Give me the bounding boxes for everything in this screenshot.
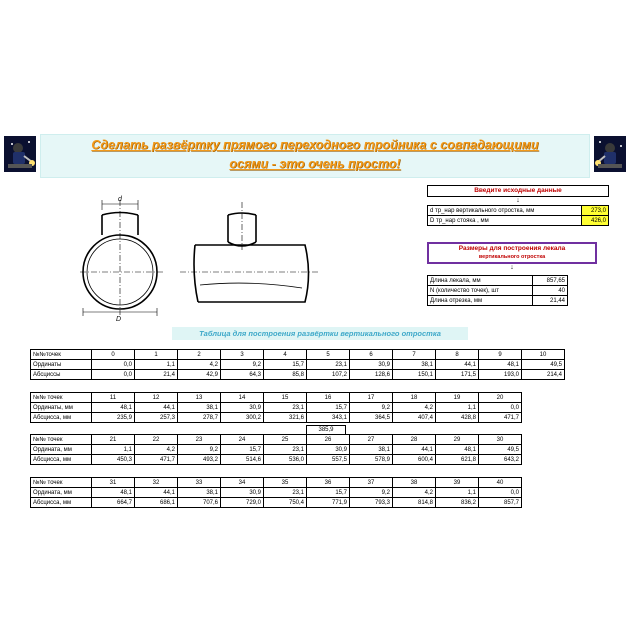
table-row	[31, 393, 522, 403]
result-row	[428, 276, 568, 286]
point-count-value[interactable]: 40	[533, 286, 568, 296]
table-cell[interactable]: 11	[92, 393, 135, 403]
dimension-label-D: D	[116, 316, 122, 323]
row-header: Ордината, мм	[31, 445, 92, 455]
table-cell[interactable]: 107,2	[307, 370, 350, 380]
table-cell[interactable]: 48,1	[479, 360, 522, 370]
table-cell[interactable]: 38,1	[393, 360, 436, 370]
table-cell[interactable]: 621,8	[436, 455, 479, 465]
table-cell[interactable]: 49,5	[479, 445, 522, 455]
table-row	[31, 478, 522, 488]
tee-drawing	[80, 190, 320, 325]
table-title: Таблица для построения развёртки вертикального отростка	[172, 327, 468, 340]
table-cell[interactable]: 729,0	[221, 498, 264, 508]
row-header: Абсцисса, мм	[31, 455, 92, 465]
table-cell[interactable]: 364,5	[350, 413, 393, 423]
row-header: №№ точек	[31, 393, 92, 403]
table-cell[interactable]: 343,1	[307, 413, 350, 423]
table-cell[interactable]: 0	[92, 350, 135, 360]
row-header: №№ точек	[31, 435, 92, 445]
table-cell[interactable]: 514,6	[221, 455, 264, 465]
results-panel	[427, 275, 568, 306]
table-cell[interactable]: 31	[92, 478, 135, 488]
table-cell[interactable]: 44,1	[135, 403, 178, 413]
table-cell[interactable]: 0,0	[92, 370, 135, 380]
table-row	[31, 435, 522, 445]
results-header-line-2: вертикального отростка	[478, 254, 546, 260]
table-row	[31, 488, 522, 498]
table-cell[interactable]: 19	[436, 393, 479, 403]
table-cell[interactable]: 20	[479, 393, 522, 403]
table-cell[interactable]: 15	[264, 393, 307, 403]
table-cell[interactable]: 16	[307, 393, 350, 403]
table-cell[interactable]: 6	[350, 350, 393, 360]
points-table-4	[30, 477, 522, 508]
table-cell[interactable]: 4,2	[135, 445, 178, 455]
table-cell[interactable]: 23,1	[264, 445, 307, 455]
table-cell[interactable]: 24	[221, 435, 264, 445]
table-cell[interactable]: 557,5	[307, 455, 350, 465]
table-cell[interactable]: 750,4	[264, 498, 307, 508]
table-cell[interactable]: 30,9	[307, 445, 350, 455]
table-cell[interactable]: 85,8	[264, 370, 307, 380]
stray-cell[interactable]: 385,9	[306, 425, 346, 435]
arrow-down-icon: ↓	[510, 264, 514, 271]
input-label: D тр_нар стояка , мм	[428, 216, 582, 226]
table-cell[interactable]: 0,0	[92, 360, 135, 370]
table-row	[31, 360, 565, 370]
table-cell[interactable]: 493,2	[178, 455, 221, 465]
table-cell[interactable]: 22	[135, 435, 178, 445]
table-cell[interactable]: 686,1	[135, 498, 178, 508]
table-cell[interactable]: 643,2	[479, 455, 522, 465]
table-cell[interactable]: 8	[436, 350, 479, 360]
row-header: Ордината, мм	[31, 488, 92, 498]
table-cell[interactable]: 578,9	[350, 455, 393, 465]
table-cell[interactable]: 39	[436, 478, 479, 488]
table-cell[interactable]: 7	[393, 350, 436, 360]
arrow-down-icon: ↓	[516, 197, 520, 204]
table-cell[interactable]: 428,8	[436, 413, 479, 423]
row-header: №№точек	[31, 350, 92, 360]
row-header: Ординаты, мм	[31, 403, 92, 413]
table-cell[interactable]: 33	[178, 478, 221, 488]
table-cell[interactable]: 536,0	[264, 455, 307, 465]
table-cell[interactable]: 30,9	[350, 360, 393, 370]
table-cell[interactable]: 471,7	[135, 455, 178, 465]
table-cell[interactable]: 1,1	[436, 488, 479, 498]
table-cell[interactable]: 48,1	[436, 445, 479, 455]
table-cell[interactable]: 23,1	[264, 488, 307, 498]
table-cell[interactable]: 29	[436, 435, 479, 445]
table-cell[interactable]: 600,4	[393, 455, 436, 465]
table-row	[31, 455, 522, 465]
table-cell[interactable]: 25	[264, 435, 307, 445]
table-cell[interactable]: 15,7	[307, 403, 350, 413]
table-cell[interactable]: 40	[479, 478, 522, 488]
table-cell[interactable]: 15,7	[221, 445, 264, 455]
table-cell[interactable]: 0,0	[479, 403, 522, 413]
result-label: Длина отрезка, мм	[428, 296, 533, 306]
row-header: Абсцисса, мм	[31, 413, 92, 423]
table-cell[interactable]: 814,8	[393, 498, 436, 508]
table-cell[interactable]: 278,7	[178, 413, 221, 423]
result-label: N (количество точек), шт	[428, 286, 533, 296]
table-cell[interactable]: 450,3	[92, 455, 135, 465]
table-cell[interactable]: 664,7	[92, 498, 135, 508]
table-row	[31, 403, 522, 413]
table-cell[interactable]: 32	[135, 478, 178, 488]
table-cell[interactable]: 4	[264, 350, 307, 360]
result-row	[428, 296, 568, 306]
table-cell[interactable]: 38,1	[178, 488, 221, 498]
table-cell[interactable]: 26	[307, 435, 350, 445]
table-cell[interactable]: 44,1	[393, 445, 436, 455]
table-cell[interactable]: 793,3	[350, 498, 393, 508]
table-cell[interactable]: 1,1	[436, 403, 479, 413]
table-cell[interactable]: 1	[135, 350, 178, 360]
table-cell[interactable]: 17	[350, 393, 393, 403]
table-cell[interactable]: 30	[479, 435, 522, 445]
main-diameter-input[interactable]: 426,0	[582, 216, 609, 226]
table-cell[interactable]: 37	[350, 478, 393, 488]
input-label: d тр_нар вертикального отростка, мм	[428, 206, 582, 216]
table-cell[interactable]: 3	[221, 350, 264, 360]
input-row	[428, 206, 609, 216]
table-row	[31, 413, 522, 423]
table-cell[interactable]: 9	[479, 350, 522, 360]
table-cell[interactable]: 9,2	[178, 445, 221, 455]
table-cell[interactable]: 407,4	[393, 413, 436, 423]
results-table	[427, 275, 568, 306]
table-cell[interactable]: 128,6	[350, 370, 393, 380]
table-cell[interactable]: 10	[522, 350, 565, 360]
table-cell[interactable]: 38	[393, 478, 436, 488]
branch-diameter-input[interactable]: 273,0	[582, 206, 609, 216]
table-cell[interactable]: 214,4	[522, 370, 565, 380]
results-header-box	[427, 242, 597, 272]
table-cell[interactable]: 707,6	[178, 498, 221, 508]
table-cell[interactable]: 28	[393, 435, 436, 445]
table-cell[interactable]: 21,4	[135, 370, 178, 380]
points-table-2	[30, 392, 522, 423]
table-cell[interactable]: 44,1	[436, 360, 479, 370]
table-cell[interactable]: 235,9	[92, 413, 135, 423]
table-cell[interactable]: 15,7	[307, 488, 350, 498]
table-cell[interactable]: 23,1	[264, 403, 307, 413]
table-cell[interactable]: 771,9	[307, 498, 350, 508]
table-cell[interactable]: 857,7	[479, 498, 522, 508]
table-cell[interactable]: 4,2	[178, 360, 221, 370]
table-row	[31, 350, 565, 360]
table-cell[interactable]: 42,9	[178, 370, 221, 380]
table-cell[interactable]: 36	[307, 478, 350, 488]
table-cell[interactable]: 471,7	[479, 413, 522, 423]
table-row	[31, 498, 522, 508]
table-cell[interactable]: 21	[92, 435, 135, 445]
points-table-3	[30, 434, 522, 465]
table-cell[interactable]: 14	[221, 393, 264, 403]
banner-title-line-2[interactable]: осями - это очень просто!	[229, 157, 401, 171]
table-cell[interactable]: 836,2	[436, 498, 479, 508]
row-header: Абсцисса, мм	[31, 498, 92, 508]
table-cell[interactable]: 27	[350, 435, 393, 445]
table-cell[interactable]: 38,1	[350, 445, 393, 455]
table-cell[interactable]: 12	[135, 393, 178, 403]
template-length-value[interactable]: 857,65	[533, 276, 568, 286]
table-cell[interactable]: 38,1	[178, 403, 221, 413]
table-cell[interactable]: 23,1	[307, 360, 350, 370]
table-cell[interactable]: 48,1	[92, 403, 135, 413]
row-header: Абсциссы	[31, 370, 92, 380]
table-cell[interactable]: 13	[178, 393, 221, 403]
input-panel	[427, 185, 609, 226]
title-banner	[40, 134, 590, 178]
table-cell[interactable]: 34	[221, 478, 264, 488]
segment-length-value[interactable]: 21,44	[533, 296, 568, 306]
row-header: №№ точек	[31, 478, 92, 488]
table-cell[interactable]: 321,6	[264, 413, 307, 423]
table-cell[interactable]: 64,3	[221, 370, 264, 380]
table-cell[interactable]: 30,9	[221, 403, 264, 413]
table-cell[interactable]: 150,1	[393, 370, 436, 380]
table-cell[interactable]: 15,7	[264, 360, 307, 370]
banner-title-line-1[interactable]: Сделать развёртку прямого переходного тройника с совпадающими	[91, 138, 539, 152]
table-cell[interactable]: 9,2	[350, 403, 393, 413]
table-cell[interactable]: 1,1	[92, 445, 135, 455]
dimension-label-d: d	[118, 196, 122, 203]
table-cell[interactable]: 4,2	[393, 488, 436, 498]
table-cell[interactable]: 193,0	[479, 370, 522, 380]
result-label: Длина лекала, мм	[428, 276, 533, 286]
table-cell[interactable]: 2	[178, 350, 221, 360]
results-header-line-1: Размеры для построения лекала	[458, 245, 566, 252]
table-cell[interactable]: 49,5	[522, 360, 565, 370]
table-cell[interactable]: 44,1	[135, 488, 178, 498]
table-row	[31, 445, 522, 455]
table-cell[interactable]: 35	[264, 478, 307, 488]
table-cell[interactable]: 23	[178, 435, 221, 445]
table-cell[interactable]: 257,3	[135, 413, 178, 423]
table-cell[interactable]: 300,2	[221, 413, 264, 423]
results-header	[427, 242, 597, 264]
input-table	[427, 205, 609, 226]
table-cell[interactable]: 9,2	[221, 360, 264, 370]
row-header: Ординаты	[31, 360, 92, 370]
table-cell[interactable]: 18	[393, 393, 436, 403]
table-cell[interactable]: 0,0	[479, 488, 522, 498]
input-row	[428, 216, 609, 226]
table-cell[interactable]: 1,1	[135, 360, 178, 370]
result-row	[428, 286, 568, 296]
table-cell[interactable]: 48,1	[92, 488, 135, 498]
welder-icon	[594, 136, 626, 172]
welder-icon	[4, 136, 36, 172]
table-row	[31, 370, 565, 380]
table-cell[interactable]: 9,2	[350, 488, 393, 498]
input-panel-header: Введите исходные данные	[427, 185, 609, 197]
table-cell[interactable]: 4,2	[393, 403, 436, 413]
points-table-1	[30, 349, 565, 380]
table-cell[interactable]: 30,9	[221, 488, 264, 498]
table-cell[interactable]: 5	[307, 350, 350, 360]
table-cell[interactable]: 171,5	[436, 370, 479, 380]
